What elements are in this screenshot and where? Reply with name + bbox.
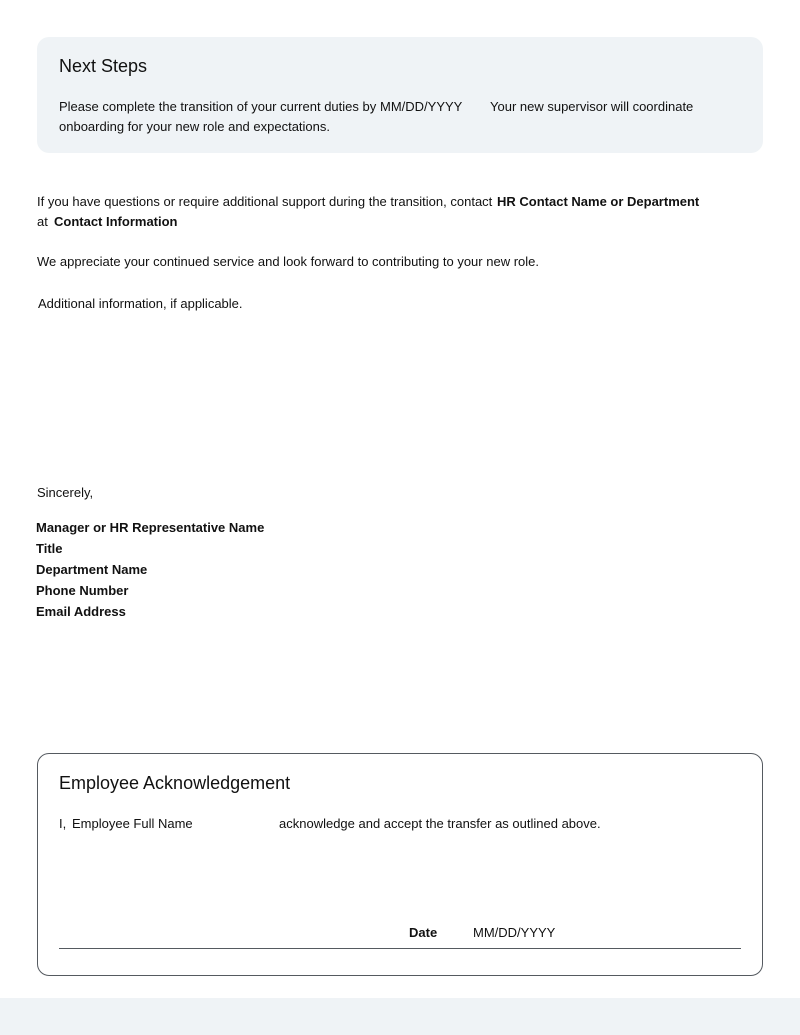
acknowledgement-date-field[interactable]: MM/DD/YYYY (473, 925, 556, 940)
contact-at-label: at (37, 214, 48, 229)
next-steps-box (37, 37, 763, 153)
acknowledgement-statement: acknowledge and accept the transfer as outlined above. (279, 816, 601, 831)
appreciation-text: We appreciate your continued service and look forward to contributing to your new role. (37, 254, 539, 269)
next-steps-line1-text: Please complete the transition of your current duties by (59, 99, 377, 114)
next-steps-line2: onboarding for your new role and expectations. (59, 119, 331, 134)
signer-name-field[interactable]: Manager or HR Representative Name (36, 520, 265, 535)
acknowledgement-prefix: I, (59, 816, 67, 831)
closing-text: Sincerely, (37, 485, 94, 500)
signature-line (59, 948, 741, 949)
transition-date-field[interactable]: MM/DD/YYYY (380, 99, 463, 114)
signer-title-field[interactable]: Title (36, 541, 63, 556)
signer-phone-field[interactable]: Phone Number (36, 583, 129, 598)
next-steps-supervisor-text: Your new supervisor will coordinate (490, 99, 694, 114)
hr-contact-field[interactable]: HR Contact Name or Department (497, 194, 700, 209)
acknowledgement-title: Employee Acknowledgement (59, 773, 291, 793)
additional-info-field[interactable]: Additional information, if applicable. (38, 296, 243, 311)
footer-band (0, 998, 800, 1035)
next-steps-title: Next Steps (59, 56, 148, 76)
contact-line1-text: If you have questions or require additional support during the transition, contact (37, 194, 493, 209)
contact-info-field[interactable]: Contact Information (54, 214, 178, 229)
employee-name-field[interactable]: Employee Full Name (72, 816, 193, 831)
signer-department-field[interactable]: Department Name (36, 562, 148, 577)
signer-email-field[interactable]: Email Address (36, 604, 126, 619)
date-label: Date (409, 925, 438, 940)
